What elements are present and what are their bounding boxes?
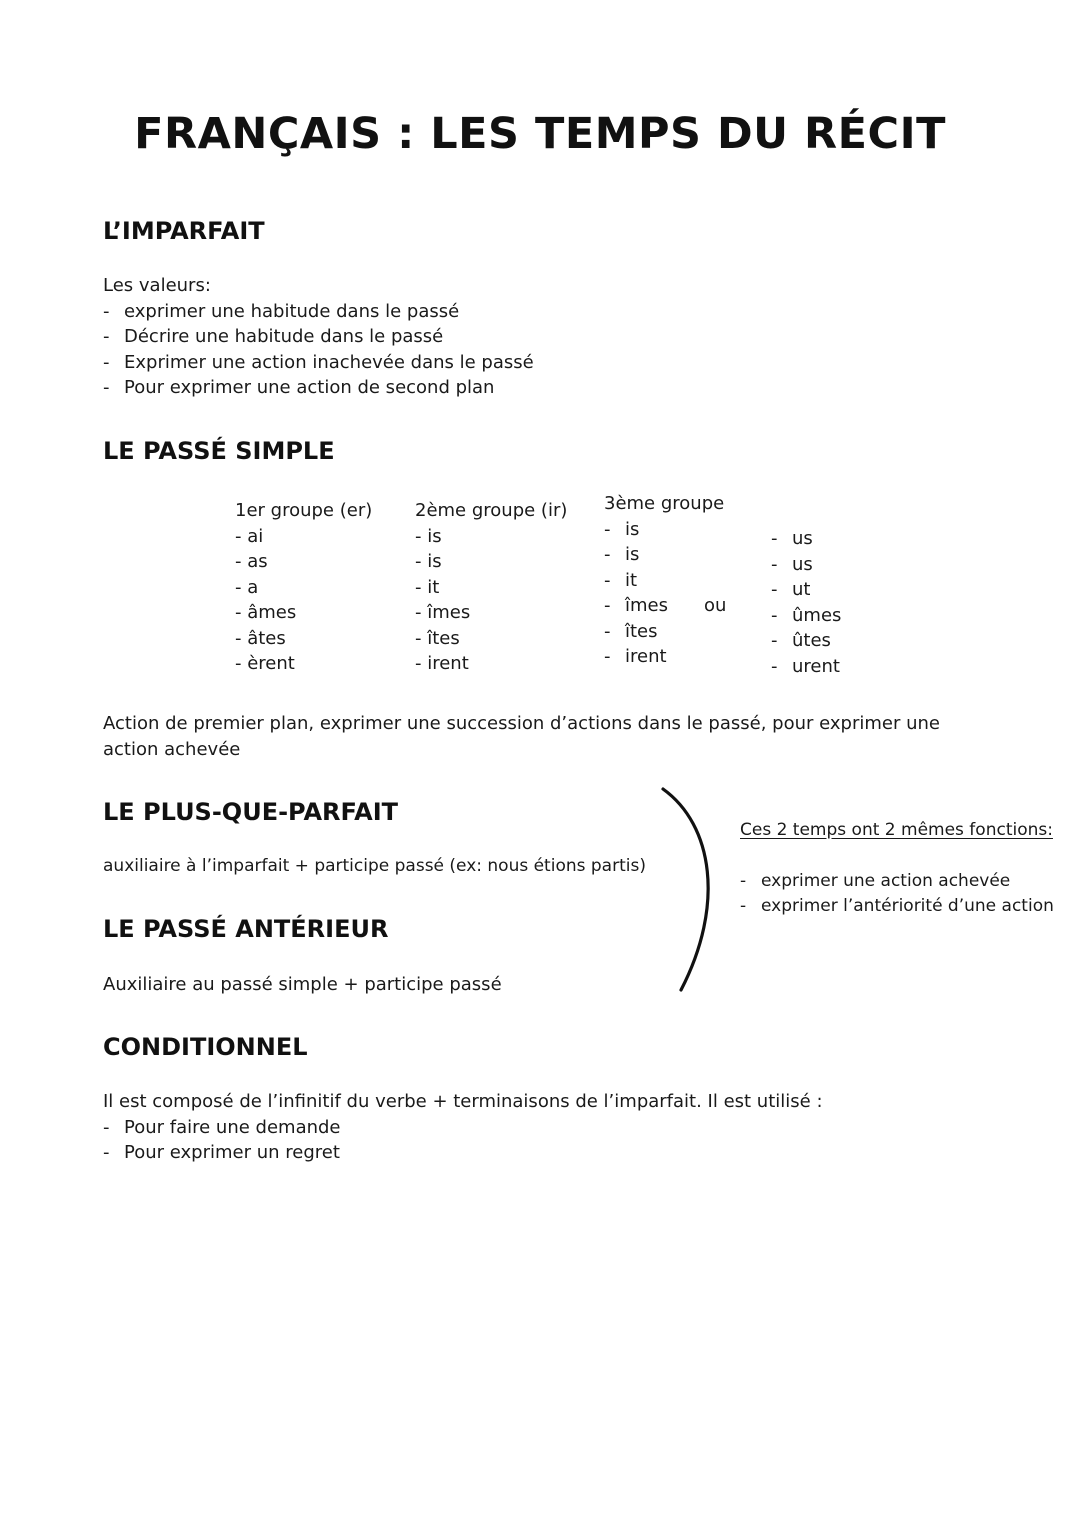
passe-simple-description: Action de premier plan, exprimer une succession d’actions dans le passé, pour exprimer une action achevée [103,713,940,760]
ending: - ûmes [771,603,841,629]
ending: - îmes [604,593,724,619]
conjugation-group-3-b [771,526,841,679]
ending: - us [771,552,841,578]
group-3-header: 3ème groupe [604,493,725,514]
group-2-header: 2ème groupe (ir) [415,500,568,521]
shared-note [740,818,1075,920]
list-item: - Décrire une habitude dans le passé [103,324,1003,350]
section-heading-imparfait: L’IMPARFAIT [103,217,265,245]
ending: - is [415,551,442,572]
ending: - is [604,542,724,568]
ending: - urent [771,654,841,680]
imparfait-intro: Les valeurs: [103,275,211,296]
list-item: - exprimer une habitude dans le passé [103,299,1003,325]
ending: - irent [415,653,469,674]
ending: - as [235,551,268,572]
list-item: - exprimer l’antériorité d’une action [740,894,1075,920]
ending: - èrent [235,653,295,674]
ending: - âtes [235,627,286,649]
section-heading-conditionnel: CONDITIONNEL [103,1033,308,1061]
conditionnel-section [103,1089,1003,1166]
imparfait-section [103,273,1003,401]
ending: - ut [771,577,841,603]
ending: - irent [604,644,724,670]
section-heading-passe-anterieur: LE PASSÉ ANTÉRIEUR [103,915,389,943]
list-item: - Pour exprimer une action de second plan [103,375,1003,401]
conditionnel-uses-list [103,1115,1003,1166]
ending: - ai [235,525,264,547]
list-item: - exprimer une action achevée [740,869,1075,895]
list-item: - Pour exprimer un regret [103,1140,1003,1166]
ending: - is [604,517,724,543]
list-item: - Exprimer une action inachevée dans le passé [103,350,1003,376]
ending: - it [415,576,440,598]
ending: - îtes [604,619,724,645]
shared-note-title: Ces 2 temps ont 2 mêmes fonctions: [740,820,1053,840]
page-title: FRANÇAIS : LES TEMPS DU RÉCIT [134,109,946,159]
conjugation-group-2 [415,498,567,677]
ending: - it [604,568,724,594]
ending: - us [771,526,841,552]
closing-bracket-icon [655,785,725,995]
ending: - îmes [415,602,471,623]
imparfait-values-list [103,299,1003,401]
list-item: - Pour faire une demande [103,1115,1003,1141]
ending: - îtes [415,627,460,649]
shared-note-list [740,869,1075,920]
section-heading-passe-simple: LE PASSÉ SIMPLE [103,437,335,465]
conditionnel-intro: Il est composé de l’infinitif du verbe + terminaisons de l’imparfait. Il est utilisé : [103,1091,823,1112]
group-1-header: 1er groupe (er) [235,500,373,521]
conjugation-group-3-a [604,491,727,670]
ending: - ûtes [771,628,841,654]
section-heading-plus-que-parfait: LE PLUS-QUE-PARFAIT [103,798,399,826]
ending: - a [235,576,259,598]
ending: - is [415,525,442,547]
plus-que-parfait-text: auxiliaire à l’imparfait + participe passé (ex: nous étions partis) [103,856,646,876]
group-3-endings-list-b [771,526,841,679]
conjugation-group-1 [235,498,372,677]
or-label: ou [704,595,727,616]
ending: - âmes [235,602,297,623]
passe-anterieur-text: Auxiliaire au passé simple + participe passé [103,974,502,995]
